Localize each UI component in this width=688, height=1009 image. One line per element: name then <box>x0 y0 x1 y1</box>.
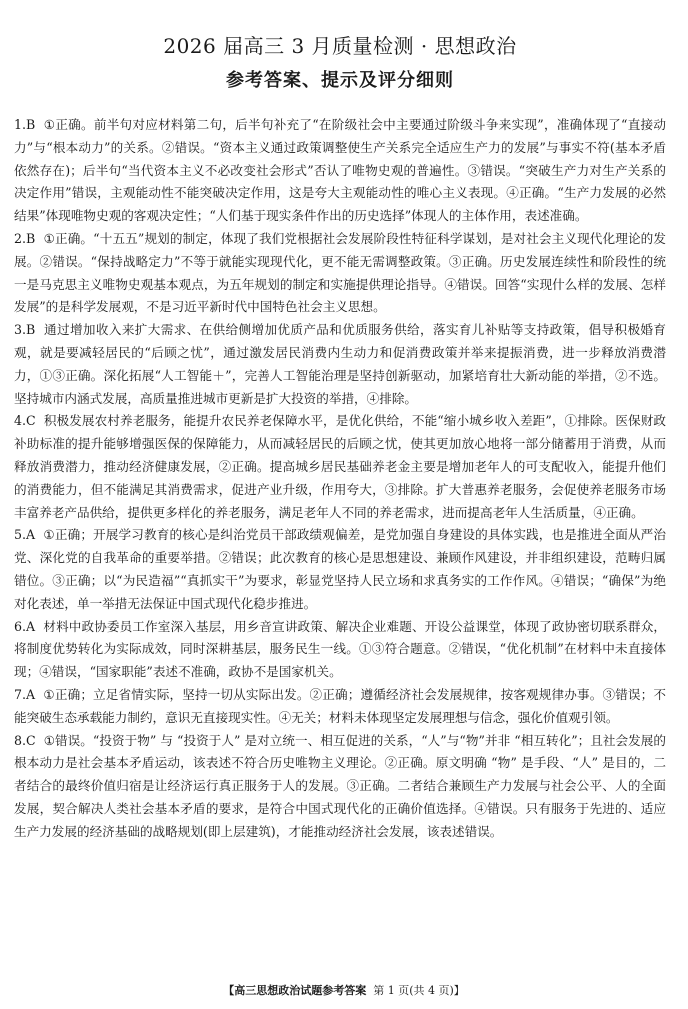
answer-item <box>14 524 666 615</box>
answer-text: ①正确；开展学习教育的核心是纠治党员干部政绩观偏差，是党加强自身建设的具体实践，也是推进全面从严治党、深化党的自我革命的重要举措。②错误；此次教育的核心是思想建设、兼顾作风建设，并非组织建设，范畴归属错位。③正确；以“为民造福”“真抓实干”为要求，彰显党坚持人民立场和求真务实的工作作风。④错误；“确保”为绝对化表述，单一举措无法保证中国式现代化稳步推进。 <box>14 527 666 611</box>
answer-text: 通过增加收入来扩大需求、在供给侧增加优质产品和优质服务供给，落实育儿补贴等支持政策，倡导积极婚育观，就是要减轻居民的“后顾之忧”，通过激发居民消费内生动力和促消费政策并举来提振消费，进一步释放消费潜力，①③正确。深化拓展“人工智能＋”，完善人工智能治理是坚持创新驱动，加紧培育壮大新动能的举措，②不选。坚持城市内涵式发展，高质量推进城市更新是扩大投资的举措，④排除。 <box>14 322 666 406</box>
answer-number: 7.A <box>14 686 36 702</box>
answer-text: 积极发展农村养老服务，能提升农民养老保障水平，是优化供给，不能“缩小城乡收入差距”，①排除。医保财政补助标准的提升能够增强医保的保障能力，从而减轻居民的后顾之忧，使其更加放心地将一部分储蓄用于消费，从而释放消费潜力，推动经济健康发展，②正确。提高城乡居民基础养老金主要是增加老年人的可支配收入，能提升他们的消费能力，但不能满足其消费需求，促进产业升级，作用夸大，③排除。扩大普惠养老服务，会促使养老服务市场丰富养老产品供给，提供更多样化的养老服务，满足老年人不同的养老需求，进而提高老年人生活质量，④正确。 <box>14 413 666 520</box>
answer-number: 5.A <box>14 527 36 543</box>
answer-text: 材料中政协委员工作室深入基层，用乡音宣讲政策、解决企业难题、开设公益课堂，体现了政协密切联系群众，将制度优势转化为实际成效，同时深耕基层，服务民生一线。①③符合题意。②错误，“优化机制”在材料中未直接体现；④错误，“国家职能”表述不准确，政协不是国家机关。 <box>14 618 667 680</box>
answer-text: ①正确。“十五五”规划的制定，体现了我们党根据社会发展阶段性特征科学谋划，是对社会主义现代化理论的发展。②错误。“保持战略定力”不等于就能实现现代化，更不能无需调整政策。③正确。历史发展连续性和阶段性的统一是马克思主义唯物史观基本观点，为五年规划的制定和实施提供理论指导。④错误。回答“实现什么样的发展、怎样发展”的是科学发展观，不是习近平新时代中国特色社会主义思想。 <box>14 230 667 315</box>
answer-item <box>14 319 666 410</box>
answer-number: 4.C <box>14 413 36 429</box>
footer-label: 【高三思想政治试题参考答案 <box>223 984 367 997</box>
answer-item <box>14 114 666 228</box>
answer-text: ①正确。前半句对应材料第二句，后半句补充了“在阶级社会中主要通过阶级斗争来实现”，准确体现了“直接动力”与“根本动力”的关系。②错误。“资本主义通过政策调整使生产关系完全适应生产力的发展”与事实不符(基本矛盾依然存在)；后半句“当代资本主义不必改变社会形式”否认了唯物史观的普遍性。③错误。“突破生产力对生产关系的决定作用”错误，主观能动性不能突破决定作用，这是夸大主观能动性的唯心主义表现。④正确。“生产力发展的必然结果”体现唯物史观的客观决定性；“人们基于现实条件作出的历史选择”体现人的主体作用，表述准确。 <box>14 117 666 224</box>
page-footer <box>0 984 688 998</box>
answer-item <box>14 730 666 844</box>
answer-text: ①错误。“投资于物” 与 “投资于人” 是对立统一、相互促进的关系，“人”与“物”并非 “相互转化”；且社会发展的根本动力是社会基本矛盾运动，该表述不符合历史唯物主义理论。②正确。原文明确 “物” 是手段、“人” 是目的，二者结合的最终价值归宿是让经济运行真正服务于人的发展。③正确。二者结合兼顾生产力发展与社会公平、人的全面发展，契合解决人类社会基本矛盾的要求，是符合中国式现代化的正确价值选择。④错误。只有服务于先进的、适应生产力发展的经济基础的战略规划(即上层建筑)，才能推动经济社会发展，该表述错误。 <box>14 732 666 839</box>
answer-list <box>14 114 666 844</box>
answer-item <box>14 616 666 684</box>
answer-text: ①正确；立足省情实际，坚持一切从实际出发。②正确；遵循经济社会发展规律，按客观规律办事。③错误；不能突破生态承载能力制约，意识无直接现实性。④无关；材料未体现坚定发展理想与信念，强化价值观引领。 <box>14 686 666 725</box>
answer-number: 3.B <box>14 322 36 338</box>
answer-item <box>14 684 666 730</box>
footer-page-number: 第 1 页(共 4 页)】 <box>373 984 465 997</box>
answer-number: 1.B <box>14 117 36 132</box>
answer-item <box>14 410 666 524</box>
page-title: 2026 届高三 3 月质量检测 · 思想政治 <box>163 34 517 58</box>
answer-number: 2.B <box>14 230 36 246</box>
answer-number: 6.A <box>14 618 36 634</box>
answer-item <box>14 228 666 319</box>
answer-number: 8.C <box>14 732 36 748</box>
page-subtitle: 参考答案、提示及评分细则 <box>226 70 454 91</box>
